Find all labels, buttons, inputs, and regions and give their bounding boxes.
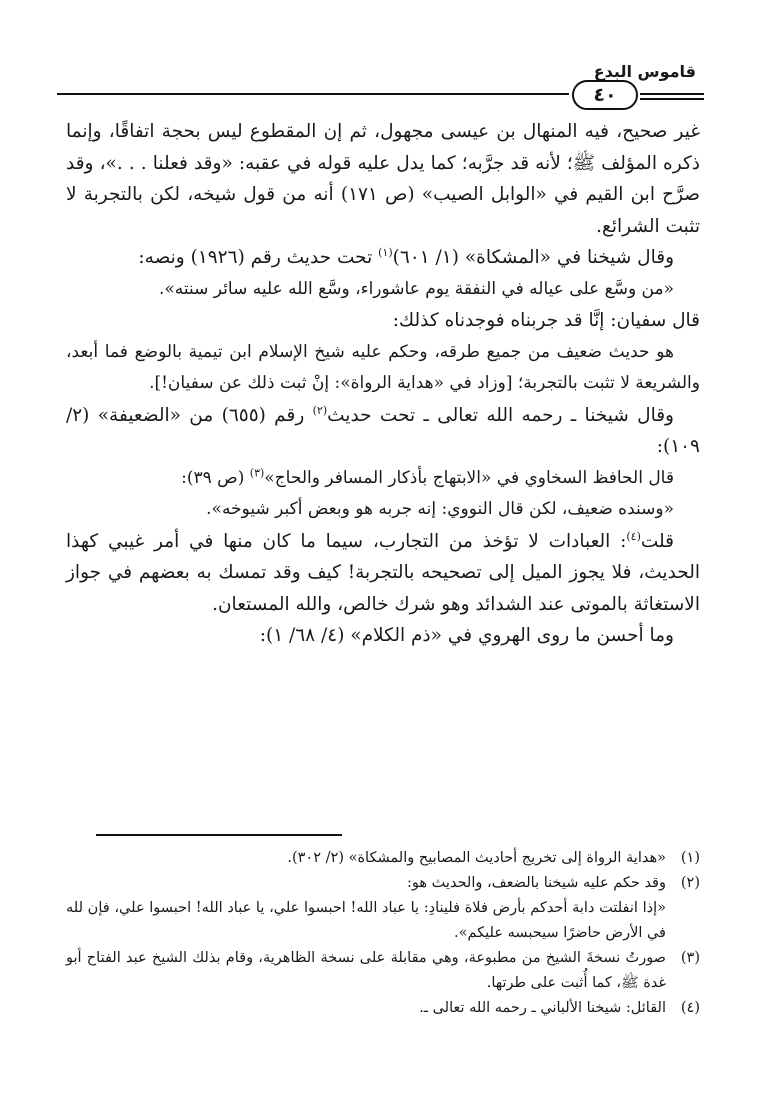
paragraph-2	[66, 242, 700, 274]
hadith-quote-1: «من وسَّع على عياله في النفقة يوم عاشوراء، وسَّع الله عليه سائر سنته».	[158, 278, 674, 299]
paragraph-5	[66, 400, 700, 463]
header-rule-left	[57, 93, 569, 95]
paragraph-5-text-a: وقال شيخنا ـ رحمه الله تعالى ـ تحت حديث	[327, 404, 674, 426]
paragraph-7	[66, 526, 700, 621]
footnote-2-hadith: «إذا انفلتت دابة أحدكم بأرض فلاة فلينادِ: يا عباد الله! احبسوا علي، يا عباد الله! احبسوا علي، فإن لله في الأرض حاضرًا سيحبسه عليكم».	[66, 900, 666, 941]
paragraph-4: هو حديث ضعيف من جميع طرقه، وحكم عليه شيخ الإسلام ابن تيمية بالوضع فما أبعد، والشريعة لا تثبت بالتجربة؛ [وزاد في «هداية الرواة»: إنْ ثبت ذلك عن سفيان!].	[66, 341, 700, 393]
footnote-ref-3: (٣)	[249, 465, 265, 479]
page-number: ٤٠	[593, 84, 617, 106]
hadith-quote-2: «وسنده ضعيف، لكن قال النووي: إنه جربه هو وبعض أكبر شيوخه».	[206, 499, 674, 519]
footnotes	[66, 846, 700, 1021]
paragraph-6	[66, 463, 700, 495]
page-number-badge	[572, 80, 638, 110]
paragraph-6-text-b: (ص ٣٩):	[181, 467, 250, 488]
footnote-ref-2: (٢)	[312, 403, 328, 417]
footnote-number: (٣)	[680, 950, 700, 966]
footnote-separator	[96, 834, 342, 836]
footnote-ref-4: (٤)	[626, 529, 641, 543]
main-text	[66, 116, 700, 652]
footnote-1	[66, 846, 700, 871]
paragraph-1: غير صحيح، فيه المنهال بن عيسى مجهول، ثم إن المقطوع ليس بحجة اتفاقًا، وإنما ذكره المؤلف ﷺ؛ لأنه قد جرَّبه؛ كما يدل عليه قوله في عقبه: «وقد فعلنا . . .»، وقد صرَّح ابن القيم في «الوابل الصيب» (ص ١٧١) أنه من قول شيخه، لكن بالتجربة لا تثبت الشرائع.	[66, 121, 700, 237]
paragraph-6-text-a: قال الحافظ السخاوي في «الابتهاج بأذكار المسافر والحاج»	[264, 467, 674, 488]
footnote-text: القائل: شيخنا الألباني ـ رحمه الله تعالى ـ.	[419, 1000, 666, 1016]
footnote-3	[66, 946, 700, 996]
paragraph-2-text-b: تحت حديث رقم (١٩٢٦) ونصه:	[138, 247, 379, 268]
running-header-title: قاموس البدع	[593, 62, 696, 81]
paragraph-8: وما أحسن ما روى الهروي في «ذم الكلام» (٤/ ٦٨/ ١):	[259, 625, 674, 646]
header-rule-right-lower	[640, 98, 704, 100]
paragraph-5-text-b: رقم (٦٥٥) من «الضعيفة» (٢/ ١٠٩):	[66, 404, 700, 457]
paragraph-7-text-b: : العبادات لا تؤخذ من التجارب، سيما ما كان منها في أمر غيبي كهذا الحديث، فلا يجوز الميل إلى تصحيحه بالتجربة! كيف وقد تمسك به بعضهم في جواز الاستغاثة بالموتى عند الشدائد وهو شرك خالص، والله المستعان.	[66, 530, 700, 615]
paragraph-3: قال سفيان: إنَّا قد جربناه فوجدناه كذلك:	[392, 310, 700, 331]
footnote-number: (١)	[680, 850, 700, 866]
footnote-text: «هداية الرواة إلى تخريج أحاديث المصابيح والمشكاة» (٢/ ٣٠٢).	[287, 850, 666, 866]
paragraph-2-text-a: وقال شيخنا في «المشكاة» (١/ ٦٠١)	[392, 247, 674, 268]
footnote-number: (٢)	[680, 875, 700, 891]
footnote-number: (٤)	[680, 1000, 700, 1016]
footnote-4	[66, 996, 700, 1021]
paragraph-7-text-a: قلت	[640, 530, 674, 552]
footnote-2	[66, 871, 700, 896]
footnote-text: صورتُ نسخةَ الشيخ من مطبوعة، وهي مقابلة على نسخة الظاهرية، وقام بذلك الشيخ عبد الفتاح أبو غدة ﷺ، كما أُثبت على طرتها.	[66, 950, 666, 991]
footnote-ref-1: (١)	[378, 245, 393, 259]
footnote-text: وقد حكم عليه شيخنا بالضعف، والحديث هو:	[407, 875, 666, 891]
header-rule-right	[640, 93, 704, 95]
